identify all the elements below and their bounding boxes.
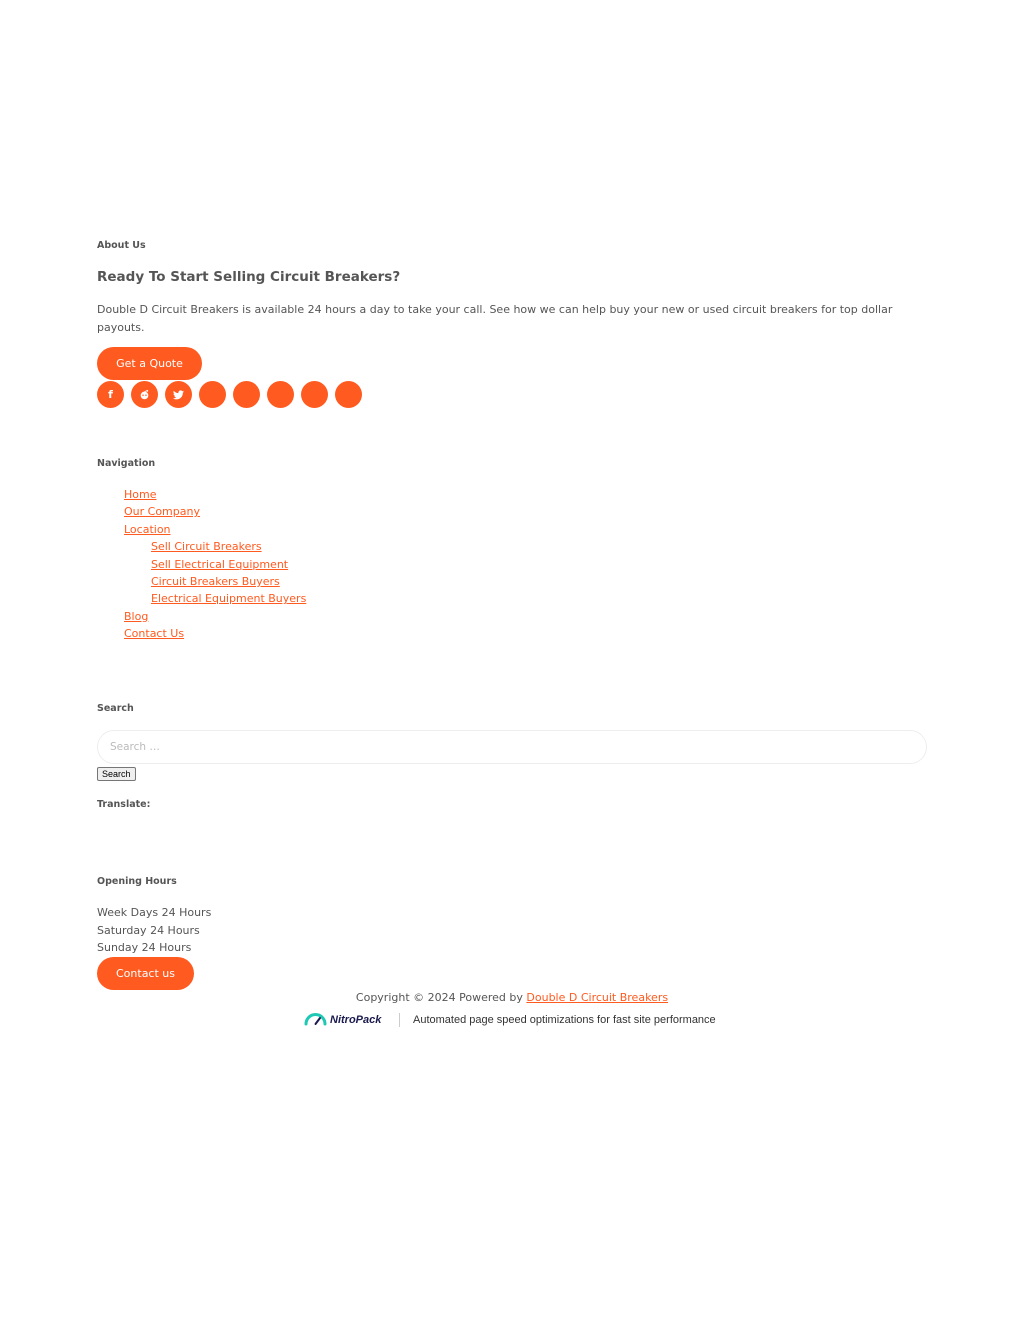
nav-item-electrical-equipment-buyers xyxy=(151,590,306,607)
twitter-icon xyxy=(173,390,184,400)
nav-item-sell-electrical-equipment xyxy=(151,556,306,573)
social-link[interactable] xyxy=(199,381,226,408)
divider xyxy=(399,1013,400,1027)
hours-line: Week Days 24 Hours xyxy=(97,906,212,919)
hours-line: Saturday 24 Hours xyxy=(97,923,200,937)
nav-item-sell-circuit-breakers xyxy=(151,538,306,555)
nav-link-our-company[interactable]: Our Company xyxy=(124,505,200,519)
reddit-icon xyxy=(139,389,150,400)
facebook-link[interactable] xyxy=(97,381,124,408)
nav-link-sell-electrical-equipment[interactable]: Sell Electrical Equipment xyxy=(151,557,289,571)
nav-link-contact-us[interactable]: Contact Us xyxy=(124,627,185,641)
reddit-link[interactable] xyxy=(131,381,158,408)
get-a-quote-button[interactable]: Get a Quote xyxy=(97,347,202,380)
nav-item-location xyxy=(124,521,306,608)
social-link[interactable] xyxy=(233,381,260,408)
nav-link-circuit-breakers-buyers[interactable]: Circuit Breakers Buyers xyxy=(151,575,280,589)
translate-widget-title: Translate: xyxy=(97,799,151,810)
about-widget-title: About Us xyxy=(97,240,146,251)
about-heading: Ready To Start Selling Circuit Breakers? xyxy=(97,269,401,285)
nitropack-logo-text: NitroPack xyxy=(330,1014,382,1026)
social-link[interactable] xyxy=(267,381,294,408)
social-link[interactable] xyxy=(301,381,328,408)
nav-link-sell-circuit-breakers[interactable]: Sell Circuit Breakers xyxy=(151,540,262,554)
search-input[interactable] xyxy=(97,730,927,764)
navigation-menu xyxy=(124,486,306,643)
copyright-prefix: Copyright © 2024 Powered by xyxy=(355,991,527,1004)
social-links xyxy=(97,381,362,408)
copyright-link[interactable]: Double D Circuit Breakers xyxy=(526,991,669,1004)
opening-hours-list xyxy=(97,904,211,957)
search-widget-title: Search xyxy=(97,703,134,714)
nav-item-circuit-breakers-buyers xyxy=(151,573,306,590)
nitropack-badge[interactable] xyxy=(304,1011,716,1029)
nav-submenu-location xyxy=(124,538,306,608)
search-button[interactable]: Search xyxy=(97,767,136,781)
copyright-text xyxy=(0,991,1024,1004)
nav-item-blog xyxy=(124,608,306,625)
nav-link-home[interactable]: Home xyxy=(124,488,157,501)
social-link[interactable] xyxy=(335,381,362,408)
nav-item-our-company xyxy=(124,503,306,520)
nav-item-contact-us xyxy=(124,625,306,642)
contact-us-button[interactable]: Contact us xyxy=(97,957,194,990)
gauge-icon xyxy=(304,1011,327,1030)
nav-link-electrical-equipment-buyers[interactable]: Electrical Equipment Buyers xyxy=(151,592,307,606)
hours-line: Sunday 24 Hours xyxy=(97,941,192,954)
about-text: Double D Circuit Breakers is available 24 hours a day to take your call. See how we can help buy your new or used circuit breakers for top dollar payouts. xyxy=(97,303,893,334)
nav-item-home xyxy=(124,486,306,503)
opening-hours-widget-title: Opening Hours xyxy=(97,876,177,887)
nitropack-logo xyxy=(304,1011,386,1030)
navigation-widget-title: Navigation xyxy=(97,458,156,469)
nav-link-location[interactable]: Location xyxy=(124,522,171,536)
twitter-link[interactable] xyxy=(165,381,192,408)
nav-link-blog[interactable]: Blog xyxy=(124,609,149,623)
facebook-icon: f xyxy=(108,388,113,401)
nitropack-tagline: Automated page speed optimizations for fast site performance xyxy=(413,1014,716,1026)
